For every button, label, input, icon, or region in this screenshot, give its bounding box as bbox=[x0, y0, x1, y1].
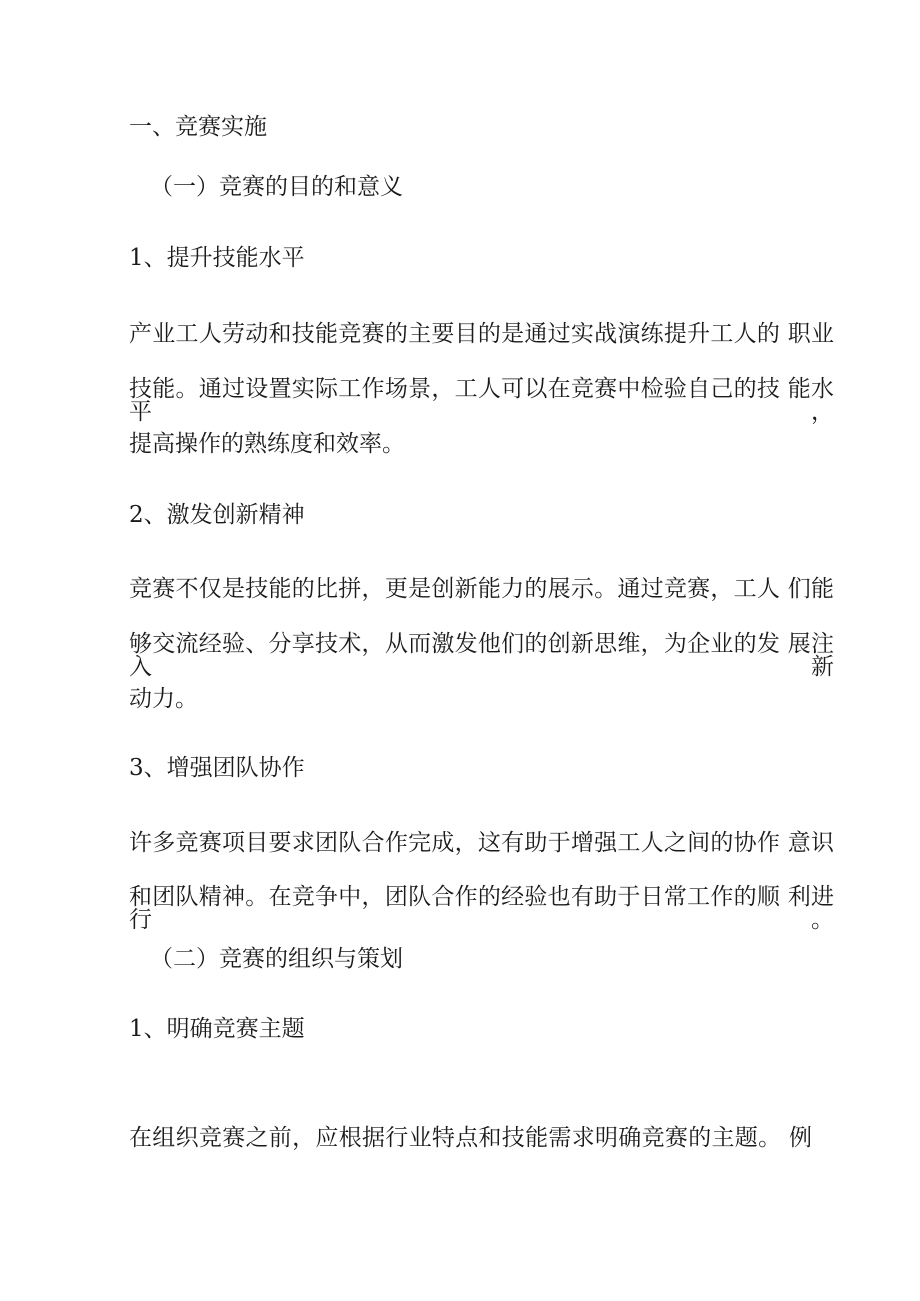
item-heading-innovation: 2、激发创新精神 bbox=[129, 502, 305, 528]
paragraph-line: 够交流经验、分享技术，从而激发他们的创新思维，为企业的发 展注入新 bbox=[129, 631, 834, 680]
subsection-title-organization: （二）竞赛的组织与策划 bbox=[150, 946, 403, 972]
paragraph-line: 竞赛不仅是技能的比拼，更是创新能力的展示。通过竞赛，工人 们能 bbox=[129, 576, 834, 602]
item-heading-theme: 1、明确竞赛主题 bbox=[129, 1016, 305, 1042]
item-heading-skill: 1、提升技能水平 bbox=[129, 245, 305, 271]
paragraph-line: 产业工人劳动和技能竞赛的主要目的是通过实战演练提升工人的 职业 bbox=[129, 321, 834, 347]
paragraph-line: 和团队精神。在竞争中，团队合作的经验也有助于日常工作的顺 利进行。 bbox=[129, 884, 834, 933]
paragraph-line: 许多竞赛项目要求团队合作完成，这有助于增强工人之间的协作 意识 bbox=[129, 830, 834, 856]
paragraph-line: 动力。 bbox=[129, 686, 198, 712]
paragraph-line: 在组织竞赛之前，应根据行业特点和技能需求明确竞赛的主题。 例 bbox=[129, 1125, 812, 1151]
paragraph-line: 提高操作的熟练度和效率。 bbox=[129, 431, 405, 457]
item-heading-teamwork: 3、增强团队协作 bbox=[129, 755, 305, 781]
paragraph-line: 技能。通过设置实际工作场景，工人可以在竞赛中检验自己的技 能水平， bbox=[129, 376, 834, 425]
section-heading: 一、竞赛实施 bbox=[129, 114, 267, 140]
subsection-title-purpose: （一）竞赛的目的和意义 bbox=[150, 174, 403, 200]
